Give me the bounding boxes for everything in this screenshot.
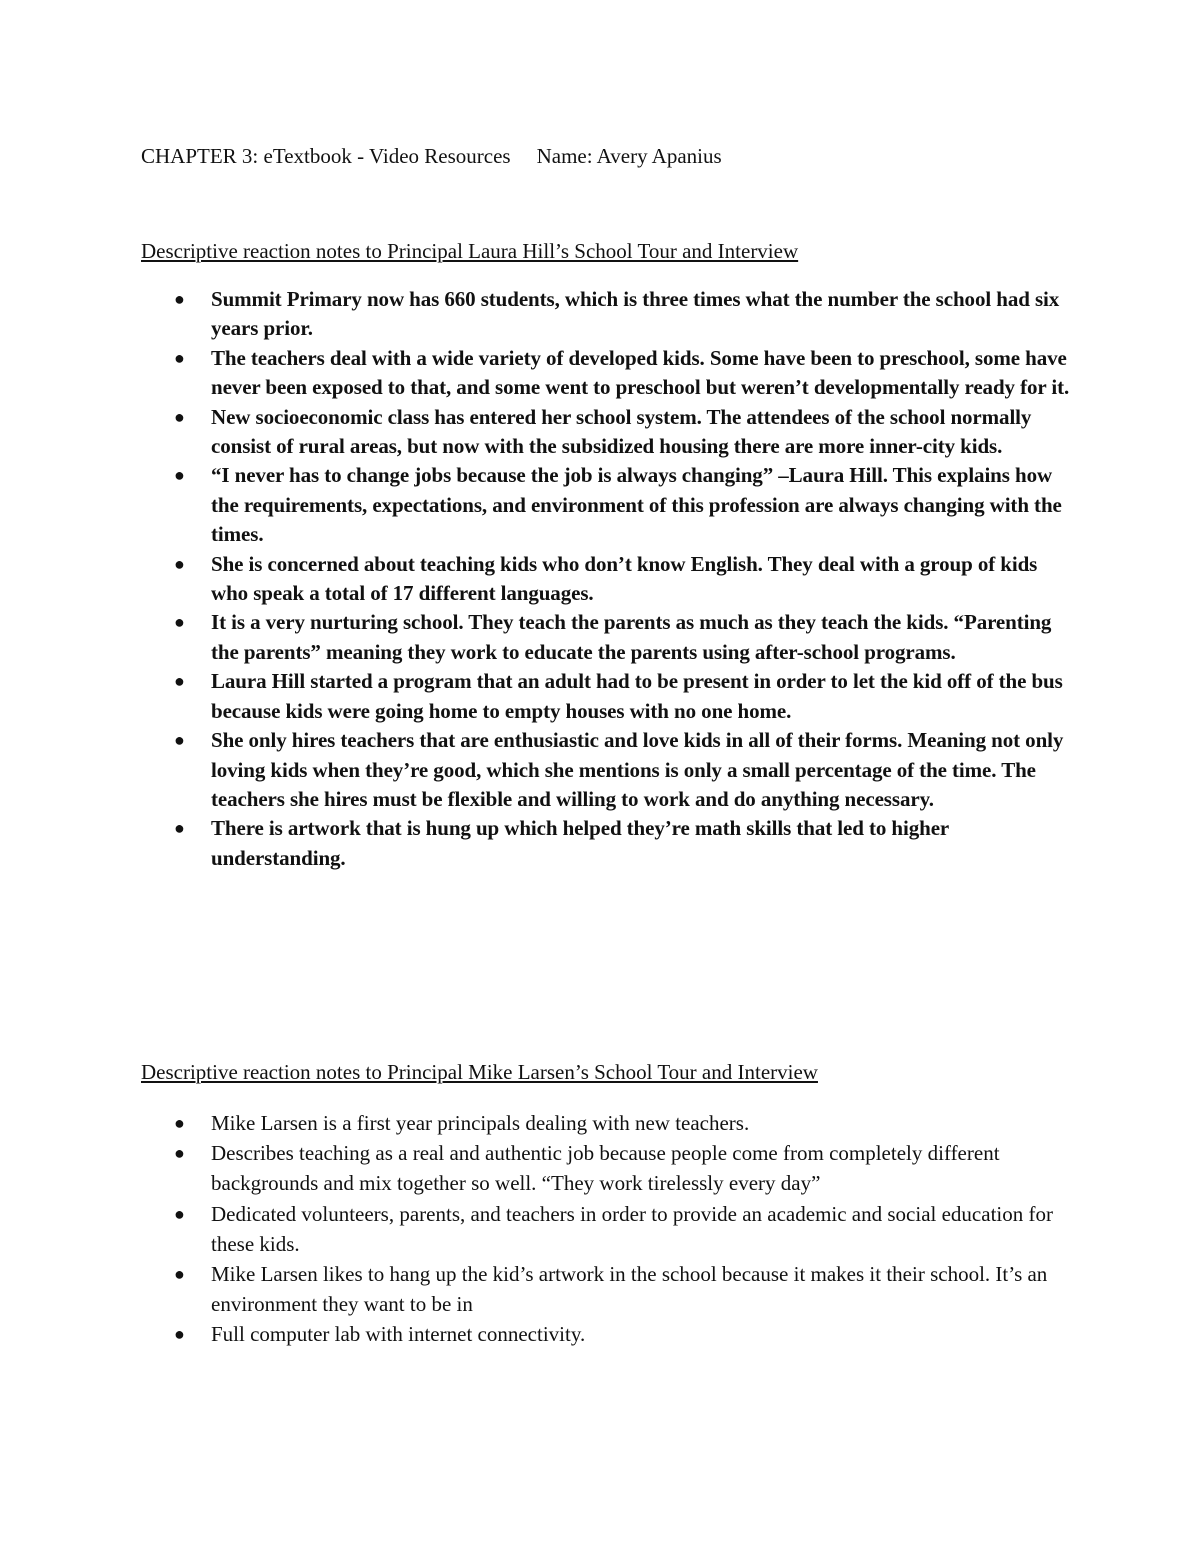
- bullet-icon: ●: [174, 671, 185, 692]
- bullet-icon: ●: [174, 553, 185, 574]
- bullet-icon: ●: [174, 347, 185, 368]
- bullet-icon: ●: [174, 1264, 185, 1285]
- list-item: [141, 814, 1071, 873]
- list-item: [141, 726, 1071, 814]
- list-item: [141, 1199, 1071, 1259]
- list-item-text: Mike Larsen likes to hang up the kid’s artwork in the school because it makes it their school. It’s an environment they want to be in: [211, 1262, 1048, 1317]
- notes-list-mike-larsen: [141, 1108, 1071, 1350]
- list-item: [141, 461, 1071, 549]
- list-item-text: Summit Primary now has 660 students, which is three times what the number the school had six years prior.: [211, 287, 1060, 341]
- list-item: [141, 344, 1071, 403]
- list-item-text: It is a very nurturing school. They teach the parents as much as they teach the kids. “Parenting the parents” meaning they work to educate the parents using after-school programs.: [211, 610, 1052, 664]
- list-item: [141, 1259, 1071, 1319]
- bullet-icon: ●: [174, 612, 185, 633]
- bullet-icon: ●: [174, 730, 185, 751]
- bullet-icon: ●: [174, 1143, 185, 1164]
- bullet-icon: ●: [174, 1203, 185, 1224]
- chapter-title: CHAPTER 3: eTextbook - Video Resources: [141, 144, 511, 168]
- list-item: [141, 285, 1071, 344]
- bullet-icon: ●: [174, 1324, 185, 1345]
- list-item-text: Dedicated volunteers, parents, and teachers in order to provide an academic and social education for these kids.: [211, 1201, 1053, 1256]
- list-item-text: There is artwork that is hung up which helped they’re math skills that led to higher understanding.: [211, 816, 949, 870]
- list-item: [141, 608, 1071, 667]
- list-item: [141, 1138, 1071, 1198]
- list-item: [141, 550, 1071, 609]
- list-item: [141, 1108, 1071, 1138]
- list-item-text: Describes teaching as a real and authentic job because people come from completely different backgrounds and mix together so well. “They work tirelessly every day”: [211, 1141, 1000, 1196]
- list-item-text: New socioeconomic class has entered her school system. The attendees of the school normally consist of rural areas, but now with the subsidized housing there are more inner-city kids.: [211, 404, 1032, 459]
- bullet-icon: ●: [174, 1113, 185, 1133]
- bullet-icon: ●: [174, 289, 185, 309]
- list-item: [141, 667, 1071, 726]
- list-item-text: Laura Hill started a program that an adult had to be present in order to let the kid off of the bus because kids were going home to empty houses with no one home.: [211, 669, 1063, 723]
- list-item-text: The teachers deal with a wide variety of developed kids. Some have been to preschool, some have never been exposed to that, and some went to preschool but weren’t developmentally ready for it.: [211, 345, 1070, 400]
- list-item-text: Mike Larsen is a first year principals dealing with new teachers.: [211, 1111, 750, 1135]
- bullet-icon: ●: [174, 465, 185, 486]
- list-item-text: “I never has to change jobs because the job is always changing” –Laura Hill. This explains how the requirements, expectations, and environment of this profession are always changing with the times.: [211, 463, 1062, 547]
- list-item-text: She only hires teachers that are enthusiastic and love kids in all of their forms. Meaning not only loving kids when they’re good, which she mentions is only a small percentage of the time. The teachers she hires must be flexible and willing to work and do anything necessary.: [211, 728, 1064, 811]
- document-header: [141, 142, 722, 170]
- bullet-icon: ●: [174, 818, 185, 839]
- list-item-text: Full computer lab with internet connectivity.: [211, 1322, 586, 1347]
- student-name: Name: Avery Apanius: [536, 144, 722, 168]
- bullet-icon: ●: [174, 406, 185, 427]
- notes-list-laura-hill: [141, 285, 1071, 873]
- list-item: [141, 1319, 1071, 1349]
- list-item: [141, 403, 1071, 462]
- list-item-text: She is concerned about teaching kids who don’t know English. They deal with a group of kids who speak a total of 17 different languages.: [211, 551, 1038, 606]
- section-heading-mike-larsen: Descriptive reaction notes to Principal Mike Larsen’s School Tour and Interview: [141, 1060, 818, 1084]
- section-heading-laura-hill: Descriptive reaction notes to Principal Laura Hill’s School Tour and Interview: [141, 239, 799, 263]
